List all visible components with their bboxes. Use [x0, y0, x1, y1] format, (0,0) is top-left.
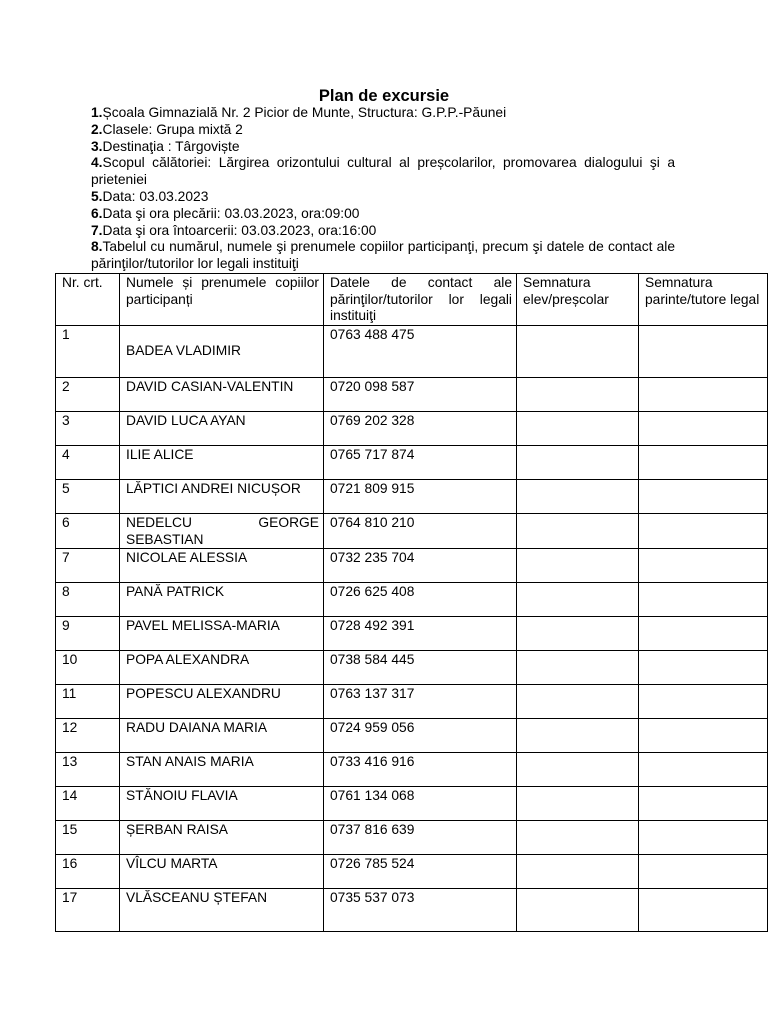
- table-row: [56, 787, 768, 821]
- header-child-signature: Semnatura elev/preșcolar: [517, 274, 639, 326]
- row-contact: 0720 098 587: [324, 378, 517, 412]
- table-row: [56, 821, 768, 855]
- table-row: [56, 855, 768, 889]
- row-contact: 0738 584 445: [324, 651, 517, 685]
- row-nr: 7: [56, 549, 120, 583]
- header-nr: Nr. crt.: [56, 274, 120, 326]
- detail-item-table-intro: [91, 239, 675, 273]
- row-nr: 12: [56, 719, 120, 753]
- table-row: [56, 412, 768, 446]
- child-signature-cell[interactable]: [517, 855, 639, 889]
- item-text: Scopul călătoriei: Lărgirea orizontului cultural al preșcolarilor, promovarea dialogului şi a prieteniei: [91, 155, 675, 188]
- header-parent-signature: Semnatura parinte/tutore legal: [639, 274, 768, 326]
- table-header-row: [56, 274, 768, 326]
- table-row: [56, 651, 768, 685]
- item-text: Clasele: Grupa mixtă 2: [102, 121, 243, 137]
- row-nr: 17: [56, 889, 120, 932]
- row-name: DAVID CASIAN-VALENTIN: [120, 378, 324, 412]
- row-contact: 0728 492 391: [324, 617, 517, 651]
- row-contact: 0726 785 524: [324, 855, 517, 889]
- row-name: POPA ALEXANDRA: [120, 651, 324, 685]
- parent-signature-cell[interactable]: [639, 787, 768, 821]
- parent-signature-cell[interactable]: [639, 889, 768, 932]
- parent-signature-cell[interactable]: [639, 583, 768, 617]
- row-name: LĂPTICI ANDREI NICUȘOR: [120, 480, 324, 514]
- row-contact: 0763 137 317: [324, 685, 517, 719]
- row-name: BADEA VLADIMIR: [120, 326, 324, 378]
- row-contact: 0724 959 056: [324, 719, 517, 753]
- row-name: ILIE ALICE: [120, 446, 324, 480]
- child-signature-cell[interactable]: [517, 787, 639, 821]
- detail-item-school: [91, 105, 675, 122]
- item-text: Tabelul cu numărul, numele şi prenumele copiilor participanţi, precum şi datele de contact ale părinţilor/tutorilor lor legali instituiţi: [91, 239, 675, 272]
- table-row: [56, 549, 768, 583]
- item-text: Data: 03.03.2023: [102, 188, 209, 204]
- row-contact: 0737 816 639: [324, 821, 517, 855]
- item-text: Data şi ora întoarcerii: 03.03.2023, ora:16:00: [102, 222, 377, 238]
- page-title: Plan de excursie: [318, 87, 450, 105]
- item-number: 2.: [91, 121, 103, 137]
- row-nr: 14: [56, 787, 120, 821]
- item-text: Data şi ora plecării: 03.03.2023, ora:09:00: [102, 205, 360, 221]
- row-name: POPESCU ALEXANDRU: [120, 685, 324, 719]
- child-signature-cell[interactable]: [517, 412, 639, 446]
- parent-signature-cell[interactable]: [639, 855, 768, 889]
- table-row: [56, 685, 768, 719]
- table-row: [56, 753, 768, 787]
- parent-signature-cell[interactable]: [639, 412, 768, 446]
- child-signature-cell[interactable]: [517, 514, 639, 549]
- table-row: [56, 617, 768, 651]
- row-contact: 0735 537 073: [324, 889, 517, 932]
- row-nr: 16: [56, 855, 120, 889]
- child-signature-cell[interactable]: [517, 719, 639, 753]
- row-contact: 0733 416 916: [324, 753, 517, 787]
- parent-signature-cell[interactable]: [639, 719, 768, 753]
- table-row: [56, 583, 768, 617]
- row-name: STĂNOIU FLAVIA: [120, 787, 324, 821]
- table-row: [56, 514, 768, 549]
- table-row: [56, 378, 768, 412]
- row-nr: 15: [56, 821, 120, 855]
- header-name: Numele și prenumele copiilor participanți: [120, 274, 324, 326]
- row-name: NICOLAE ALESSIA: [120, 549, 324, 583]
- child-signature-cell[interactable]: [517, 889, 639, 932]
- detail-item-return: [91, 223, 675, 240]
- item-text: Școala Gimnazială Nr. 2 Picior de Munte, Structura: G.P.P.-Păunei: [102, 105, 507, 120]
- row-name: RADU DAIANA MARIA: [120, 719, 324, 753]
- detail-item-purpose: [91, 155, 675, 189]
- parent-signature-cell[interactable]: [639, 514, 768, 549]
- table-row: [56, 446, 768, 480]
- row-name: PAVEL MELISSA-MARIA: [120, 617, 324, 651]
- row-nr: 4: [56, 446, 120, 480]
- row-contact: 0769 202 328: [324, 412, 517, 446]
- row-nr: 11: [56, 685, 120, 719]
- row-name: NEDELCU GEORGE SEBASTIAN: [120, 514, 324, 549]
- item-number: 5.: [91, 188, 103, 204]
- parent-signature-cell[interactable]: [639, 378, 768, 412]
- detail-item-classes: [91, 122, 675, 139]
- item-number: 3.: [91, 138, 103, 154]
- parent-signature-cell[interactable]: [639, 753, 768, 787]
- table-row: [56, 889, 768, 932]
- parent-signature-cell[interactable]: [639, 651, 768, 685]
- row-nr: 1: [56, 326, 120, 378]
- parent-signature-cell[interactable]: [639, 617, 768, 651]
- row-nr: 6: [56, 514, 120, 549]
- item-number: 6.: [91, 205, 103, 221]
- row-nr: 9: [56, 617, 120, 651]
- row-contact: 0721 809 915: [324, 480, 517, 514]
- child-signature-cell[interactable]: [517, 583, 639, 617]
- child-signature-cell[interactable]: [517, 378, 639, 412]
- child-signature-cell[interactable]: [517, 617, 639, 651]
- item-number: 8.: [91, 239, 103, 255]
- row-name: VÎLCU MARTA: [120, 855, 324, 889]
- row-name: STAN ANAIS MARIA: [120, 753, 324, 787]
- child-signature-cell[interactable]: [517, 685, 639, 719]
- row-name: ȘERBAN RAISA: [120, 821, 324, 855]
- row-name: PANĂ PATRICK: [120, 583, 324, 617]
- detail-item-departure: [91, 206, 675, 223]
- row-contact: 0726 625 408: [324, 583, 517, 617]
- row-contact: 0732 235 704: [324, 549, 517, 583]
- parent-signature-cell[interactable]: [639, 821, 768, 855]
- item-number: 1.: [91, 105, 103, 120]
- child-signature-cell[interactable]: [517, 446, 639, 480]
- child-signature-cell[interactable]: [517, 651, 639, 685]
- parent-signature-cell[interactable]: [639, 549, 768, 583]
- row-nr: 13: [56, 753, 120, 787]
- trip-details-list: [91, 105, 675, 273]
- item-text: Destinaţia : Târgoviște: [102, 138, 240, 154]
- row-nr: 3: [56, 412, 120, 446]
- row-name: VLĂSCEANU ȘTEFAN: [120, 889, 324, 932]
- row-nr: 5: [56, 480, 120, 514]
- detail-item-date: [91, 189, 675, 206]
- parent-signature-cell[interactable]: [639, 480, 768, 514]
- table-row: [56, 480, 768, 514]
- item-number: 7.: [91, 222, 103, 238]
- parent-signature-cell[interactable]: [639, 685, 768, 719]
- parent-signature-cell[interactable]: [639, 446, 768, 480]
- child-signature-cell[interactable]: [517, 549, 639, 583]
- table-row: [56, 719, 768, 753]
- item-number: 4.: [91, 155, 103, 171]
- row-nr: 8: [56, 583, 120, 617]
- row-contact: 0765 717 874: [324, 446, 517, 480]
- table-row: [56, 326, 768, 378]
- parent-signature-cell[interactable]: [639, 326, 768, 378]
- row-contact: 0763 488 475: [324, 326, 517, 378]
- row-contact: 0764 810 210: [324, 514, 517, 549]
- row-nr: 2: [56, 378, 120, 412]
- child-signature-cell[interactable]: [517, 821, 639, 855]
- row-nr: 10: [56, 651, 120, 685]
- header-contact: Datele de contact ale părinţilor/tutorilor lor legali instituiţi: [324, 274, 517, 326]
- participants-table: [55, 273, 768, 932]
- row-name: DAVID LUCA AYAN: [120, 412, 324, 446]
- child-signature-cell[interactable]: [517, 753, 639, 787]
- child-signature-cell[interactable]: [517, 326, 639, 378]
- detail-item-destination: [91, 139, 675, 156]
- row-contact: 0761 134 068: [324, 787, 517, 821]
- child-signature-cell[interactable]: [517, 480, 639, 514]
